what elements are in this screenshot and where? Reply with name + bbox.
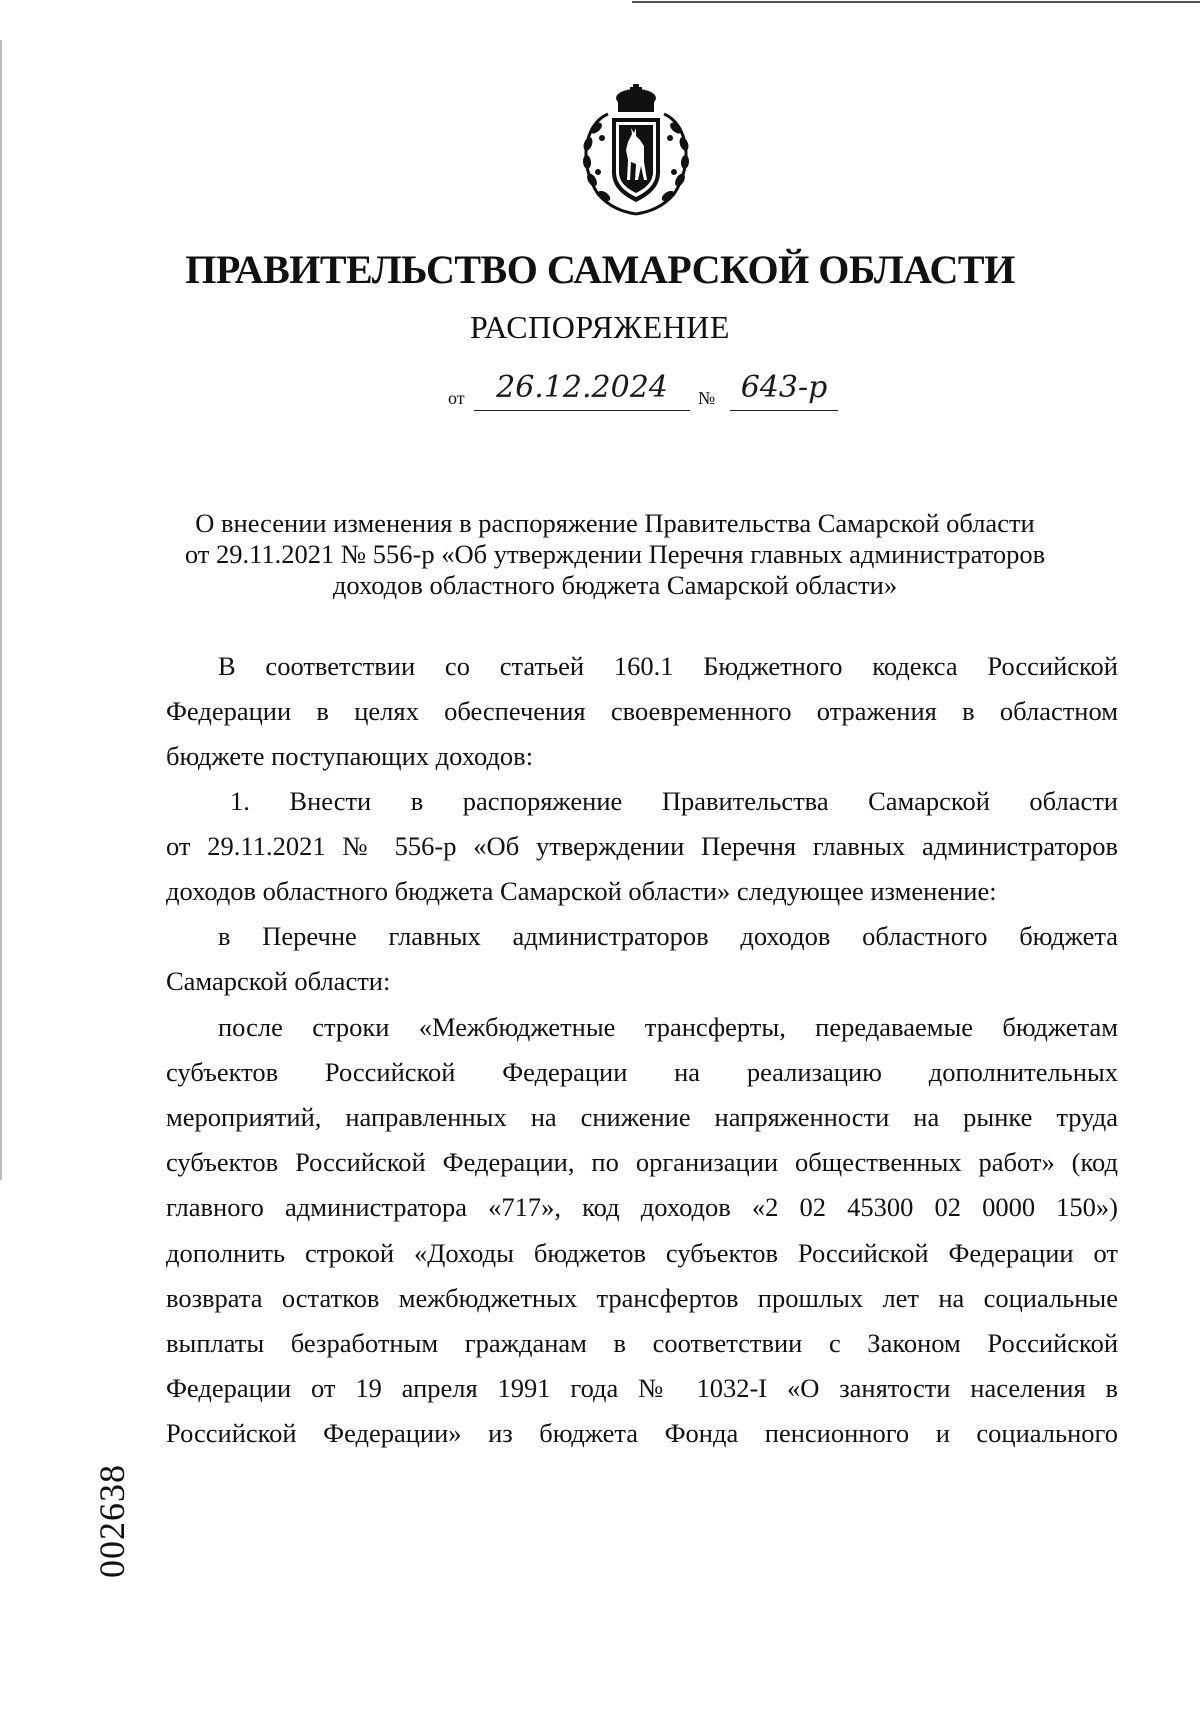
scan-edge-top [632, 1, 1200, 3]
body-line: выплаты безработным гражданам в соответствии с Законом Российской [166, 1328, 1118, 1358]
body-line: субъектов Российской Федерации, по организации общественных работ» (код [166, 1147, 1118, 1177]
government-title: ПРАВИТЕЛЬСТВО САМАРСКОЙ ОБЛАСТИ [185, 247, 1015, 292]
registration-number: 002638 [92, 1464, 132, 1578]
body-line: 1. Внести в распоряжение Правительства Самарской области [230, 786, 1118, 816]
body-line: Российской Федерации» из бюджета Фонда пенсионного и социального [166, 1418, 1118, 1448]
body-line: от 29.11.2021 № 556-р «Об утверждении Перечня главных администраторов [166, 831, 1118, 861]
body-line: в Перечне главных администраторов доходов областного бюджета [218, 921, 1118, 951]
handwritten-number: 643-р [730, 368, 838, 411]
body-line: главного администратора «717», код доходов «2 02 45300 02 0000 150») [166, 1192, 1118, 1222]
body-line: после строки «Межбюджетные трансферты, передаваемые бюджетам [218, 1012, 1118, 1042]
document-subject [150, 508, 1080, 601]
body-line: дополнить строкой «Доходы бюджетов субъектов Российской Федерации от [166, 1238, 1118, 1268]
date-prefix: от [448, 388, 465, 408]
body-line: В соответствии со статьей 160.1 Бюджетного кодекса Российской [218, 651, 1118, 681]
handwritten-date: 26.12.2024 [474, 368, 690, 411]
body-line: Самарской области: [166, 966, 391, 996]
body-line: возврата остатков межбюджетных трансфертов прошлых лет на социальные [166, 1283, 1118, 1313]
subject-line: доходов областного бюджета Самарской области» [332, 570, 898, 600]
subject-line: от 29.11.2021 № 556-р «Об утверждении Перечня главных администраторов [184, 539, 1046, 569]
subject-line: О внесении изменения в распоряжение Правительства Самарской области [195, 508, 1035, 538]
number-prefix: № [698, 388, 716, 408]
body-line: Федерации в целях обеспечения своевременного отражения в областном [166, 696, 1118, 726]
date-number-line [448, 368, 838, 414]
document-type: РАСПОРЯЖЕНИЕ [470, 309, 730, 345]
coat-of-arms-icon [574, 84, 698, 216]
body-line: мероприятий, направленных на снижение напряженности на рынке труда [166, 1102, 1118, 1132]
body-line: доходов областного бюджета Самарской области» следующее изменение: [166, 876, 997, 906]
body-line: Федерации от 19 апреля 1991 года № 1032-I «О занятости населения в [166, 1373, 1118, 1403]
body-line: субъектов Российской Федерации на реализацию дополнительных [166, 1057, 1118, 1087]
body-line: бюджете поступающих доходов: [166, 741, 534, 771]
scan-edge-left [0, 40, 2, 1180]
